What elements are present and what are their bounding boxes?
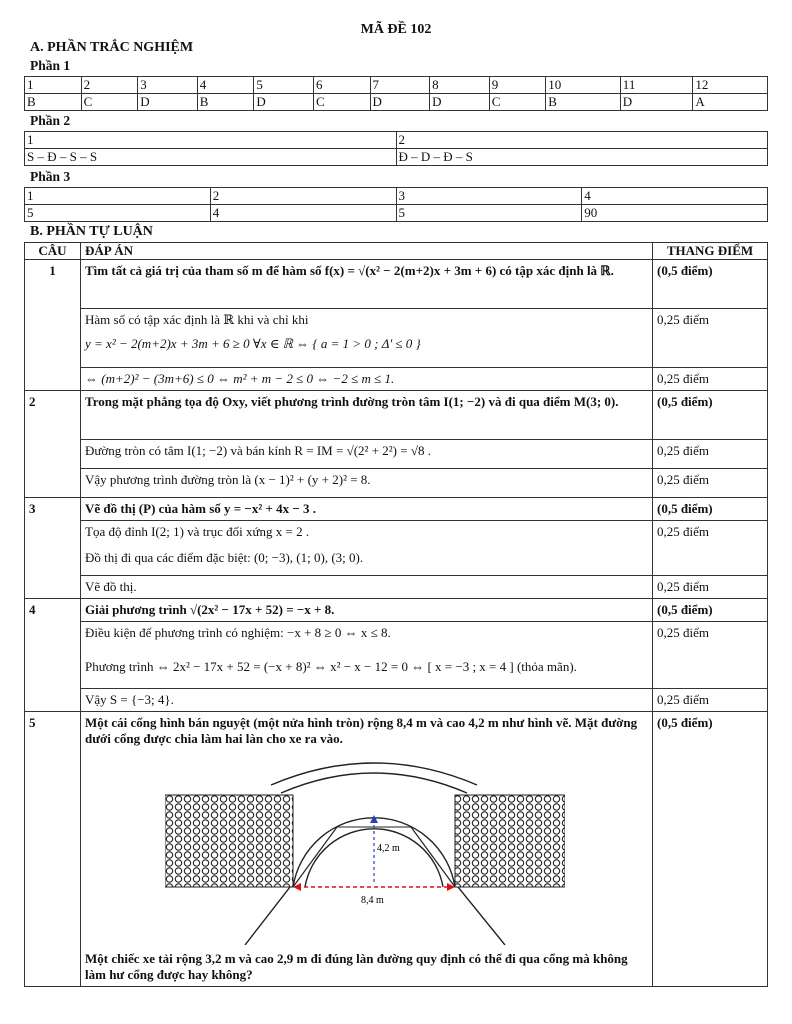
cell: B (25, 94, 82, 111)
q1-step1-formula: y = x² − 2(m+2)x + 3m + 6 ≥ 0 ∀x ∈ ℝ ⇔ { a = 1 > 0 ; Δ' ≤ 0 } (85, 336, 421, 351)
part3-row (25, 188, 768, 205)
part3-heading: Phần 3 (30, 169, 71, 184)
cell: 4 (582, 188, 768, 205)
q2-points: (0,5 điểm) (653, 391, 768, 440)
q2-step2-points: 0,25 điểm (653, 469, 768, 498)
cell: A (693, 94, 768, 111)
q1-step1-text: Hàm số có tập xác định là ℝ khi và chỉ khi (85, 312, 309, 327)
height-arrowhead (370, 815, 378, 823)
part2-num-row (25, 132, 768, 149)
q3-step2: Vẽ đồ thị. (81, 576, 653, 599)
q3-number: 3 (25, 498, 81, 599)
q4-question: Giải phương trình √(2x² − 17x + 52) = −x + 8. (81, 599, 653, 622)
part2-table (24, 131, 768, 166)
q3-step1-line2: Đồ thị đi qua các điểm đặc biệt: (0; −3), (1; 0), (3; 0). (85, 550, 364, 565)
q5-number: 5 (25, 712, 81, 987)
cell: D (138, 94, 198, 111)
part1-heading: Phần 1 (30, 58, 71, 73)
cell: 6 (313, 77, 370, 94)
q3-question-row (25, 498, 768, 521)
cell: 12 (693, 77, 768, 94)
q4-condition: Điều kiện để phương trình có nghiệm: −x + 8 ≥ 0 ⇔ x ≤ 8. (85, 625, 391, 640)
part2-answer-row (25, 149, 768, 166)
section-b-heading: B. PHẦN TỰ LUẬN (30, 224, 153, 239)
part2-heading: Phần 2 (30, 113, 71, 128)
col-thang-diem: THANG ĐIỂM (653, 243, 768, 260)
q1-number: 1 (25, 260, 81, 391)
part3-row (25, 205, 768, 222)
top-arc-inner (281, 773, 467, 793)
part3-table (24, 187, 768, 222)
q3-question: Vẽ đồ thị (P) của hàm số y = −x² + 4x − 3 . (81, 498, 653, 521)
left-wall (165, 795, 293, 887)
gate-diagram (165, 755, 565, 945)
header-row (25, 243, 768, 260)
height-label: 4,2 m (377, 843, 400, 854)
q4-step1 (81, 622, 653, 689)
width-arrowhead-left (293, 883, 301, 891)
road-edge-left (245, 887, 290, 945)
top-arc-outer (271, 763, 477, 785)
cell: D (620, 94, 693, 111)
cell: B (197, 94, 254, 111)
q5-question: Một cái cổng hình bán nguyệt (một nửa hình tròn) rộng 8,4 m và cao 4,2 m như hình vẽ. Mặt đường dưới cổng được chia làm hai làn cho xe ra vào. (85, 715, 638, 746)
cell: 10 (546, 77, 621, 94)
cell: C (313, 94, 370, 111)
section-a-heading: A. PHẦN TRẮC NGHIỆM (30, 40, 194, 55)
cell: S – Đ – S – S (25, 149, 397, 166)
q1-question-row (25, 260, 768, 309)
q2-step2-row (25, 469, 768, 498)
col-dapan: ĐÁP ÁN (81, 243, 653, 260)
q3-points: (0,5 điểm) (653, 498, 768, 521)
essay-table (24, 242, 768, 987)
cell: 3 (396, 188, 582, 205)
q2-question: Trong mặt phẳng tọa độ Oxy, viết phương trình đường tròn tâm I(1; −2) và đi qua điểm M(3; 0). (81, 391, 653, 440)
q4-step2-points: 0,25 điểm (653, 689, 768, 712)
q5-content (81, 712, 653, 987)
cell: 7 (370, 77, 430, 94)
cell: Đ – D – Đ – S (396, 149, 768, 166)
q4-solve: Phương trình ⇔ 2x² − 17x + 52 = (−x + 8)² ⇔ x² − x − 12 = 0 ⇔ [ x = −3 ; x = 4 ] (thỏa mãn). (85, 659, 577, 674)
q1-step1-points: 0,25 điểm (653, 309, 768, 368)
cell: 2 (81, 77, 138, 94)
q3-step1 (81, 521, 653, 576)
cell: 90 (582, 205, 768, 222)
cell: 1 (25, 77, 82, 94)
cell: 2 (396, 132, 768, 149)
width-label: 8,4 m (361, 895, 384, 906)
part1-num-row (25, 77, 768, 94)
cell: 4 (210, 205, 396, 222)
part1-answer-row (25, 94, 768, 111)
cell: D (370, 94, 430, 111)
road-edge-right (458, 887, 505, 945)
q2-step1-row (25, 440, 768, 469)
q1-step1-row (25, 309, 768, 368)
q2-step1: Đường tròn có tâm I(1; −2) và bán kính R = IM = √(2² + 2²) = √8 . (81, 440, 653, 469)
width-arrowhead-right (447, 883, 455, 891)
q5-points: (0,5 điểm) (653, 712, 768, 987)
q3-step1-row (25, 521, 768, 576)
q3-step2-row (25, 576, 768, 599)
cell: D (430, 94, 490, 111)
cell: C (489, 94, 546, 111)
q4-points: (0,5 điểm) (653, 599, 768, 622)
cell: B (546, 94, 621, 111)
q4-step2: Vậy S = {−3; 4}. (81, 689, 653, 712)
exam-code-title: MÃ ĐỀ 102 (360, 22, 432, 37)
q5-row (25, 712, 768, 987)
q1-step2-row (25, 368, 768, 391)
cell: C (81, 94, 138, 111)
q1-step1 (81, 309, 653, 368)
q2-question-row (25, 391, 768, 440)
q2-step1-points: 0,25 điểm (653, 440, 768, 469)
cell: 11 (620, 77, 693, 94)
cell: 5 (254, 77, 314, 94)
q1-step2-points: 0,25 điểm (653, 368, 768, 391)
cell: D (254, 94, 314, 111)
q4-question-row (25, 599, 768, 622)
cell: 9 (489, 77, 546, 94)
cell: 2 (210, 188, 396, 205)
q5-question-2: Một chiếc xe tải rộng 3,2 m và cao 2,9 m đi đúng làn đường quy định có thể đi qua cổng mà không làm hư cổng được hay không? (85, 951, 628, 982)
q1-step2: ⇔ (m+2)² − (3m+6) ≤ 0 ⇔ m² + m − 2 ≤ 0 ⇔ −2 ≤ m ≤ 1. (81, 368, 653, 391)
q2-step2: Vậy phương trình đường tròn là (x − 1)² + (y + 2)² = 8. (81, 469, 653, 498)
q3-step2-points: 0,25 điểm (653, 576, 768, 599)
cell: 5 (25, 205, 211, 222)
q1-question: Tìm tất cả giá trị của tham số m để hàm số f(x) = √(x² − 2(m+2)x + 3m + 6) có tập xác định là ℝ. (81, 260, 653, 309)
q4-number: 4 (25, 599, 81, 712)
cell: 8 (430, 77, 490, 94)
q1-points: (0,5 điểm) (653, 260, 768, 309)
cell: 3 (138, 77, 198, 94)
part1-table (24, 76, 768, 111)
q2-number: 2 (25, 391, 81, 498)
col-cau: CÂU (25, 243, 81, 260)
cell: 4 (197, 77, 254, 94)
right-wall (455, 795, 565, 887)
q4-step2-row (25, 689, 768, 712)
cell: 1 (25, 188, 211, 205)
q3-step1-points: 0,25 điểm (653, 521, 768, 576)
q3-step1-line1: Tọa độ đỉnh I(2; 1) và trục đối xứng x = 2 . (85, 524, 310, 539)
cell: 1 (25, 132, 397, 149)
q4-step1-points: 0,25 điểm (653, 622, 768, 689)
cell: 5 (396, 205, 582, 222)
